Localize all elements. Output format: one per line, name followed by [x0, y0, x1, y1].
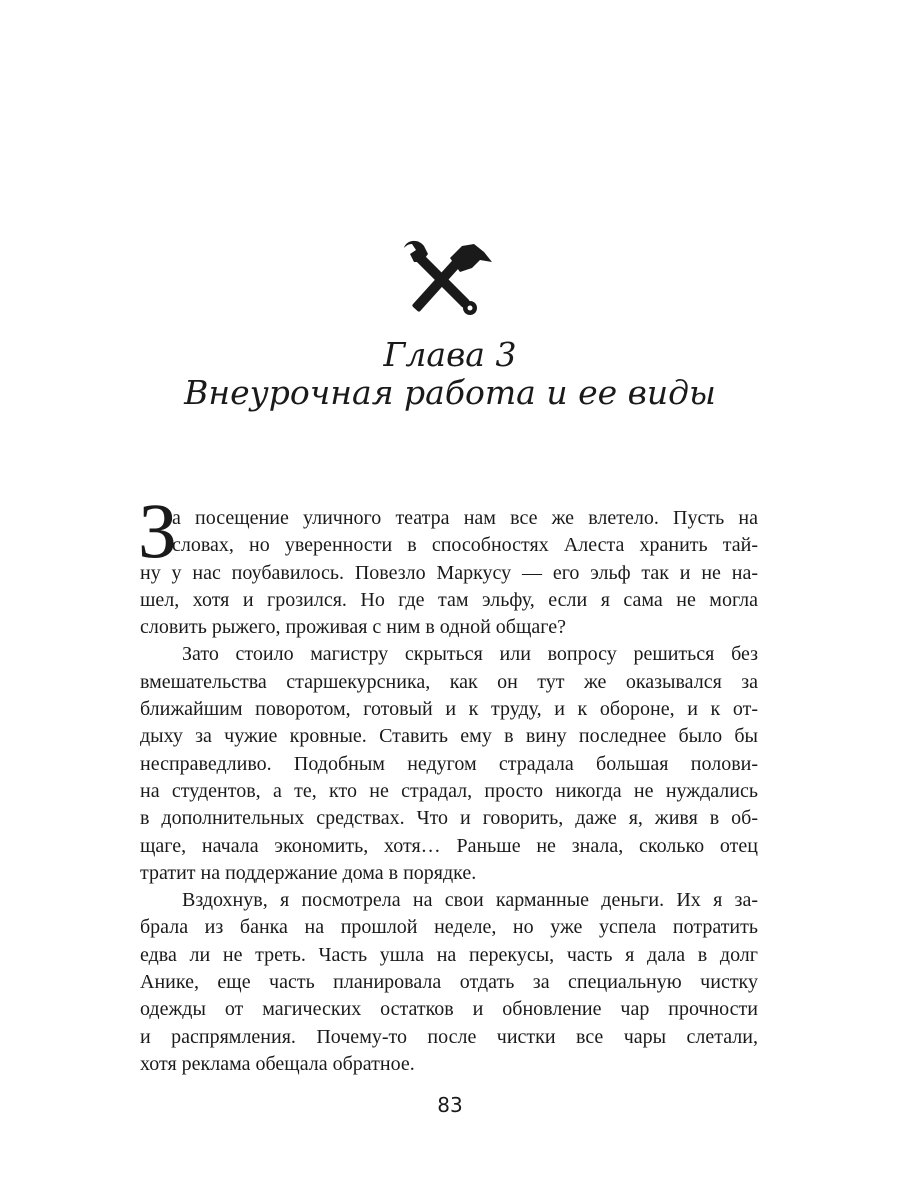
text-line: и распрямления. Почему-то после чистки все чары слетали,	[140, 1025, 758, 1048]
chapter-number: Глава 3	[383, 335, 517, 374]
text-line: словах, но уверенности в способностях Алеста хранить тай-	[172, 534, 758, 557]
text-line: ну у нас поубавилось. Повезло Маркусу — его эльф так и не на-	[140, 561, 758, 584]
text-line: на студентов, а те, кто не страдал, просто никогда не нуждались	[140, 779, 758, 802]
crossed-wrench-hammer-icon	[400, 240, 494, 318]
text-line: едва ли не треть. Часть ушла на перекусы, часть я дала в долг	[140, 943, 758, 966]
text-line: тратит на поддержание дома в порядке.	[140, 861, 477, 884]
text-line: щаге, начала экономить, хотя… Раньше не знала, сколько отец	[140, 834, 758, 857]
text-line: хотя реклама обещала обратное.	[140, 1052, 415, 1075]
text-line: словить рыжего, проживая с ним в одной общаге?	[140, 616, 566, 639]
text-line: вмешательства старшекурсника, как он тут же оказывался за	[140, 670, 758, 693]
page-number: 83	[437, 1093, 463, 1117]
chapter-heading	[0, 336, 900, 412]
text-line: несправедливо. Подобным недугом страдала большая полови-	[140, 752, 758, 775]
text-line: Вздохнув, я посмотрела на свои карманные деньги. Их я за-	[182, 889, 758, 912]
text-line: шел, хотя и грозился. Но где там эльфу, если я сама не могла	[140, 588, 758, 611]
text-line: в дополнительных средствах. Что и говорить, даже я, живя в об-	[140, 807, 758, 830]
body-text	[140, 505, 758, 1078]
text-line: Зато стоило магистру скрыться или вопросу решиться без	[182, 643, 758, 666]
text-line: Анике, еще часть планировала отдать за специальную чистку	[140, 971, 758, 994]
text-line: а посещение уличного театра нам все же влетело. Пусть на	[172, 507, 758, 529]
drop-cap: З	[138, 487, 178, 574]
text-line: ближайшим поворотом, готовый и к труду, и к обороне, и к от-	[140, 698, 758, 721]
text-line: одежды от магических остатков и обновление чар прочности	[140, 998, 758, 1021]
text-line: брала из банка на прошлой неделе, но уже успела потратить	[140, 916, 758, 939]
chapter-title: Внеурочная работа и ее виды	[184, 373, 716, 412]
text-line: дыху за чужие кровные. Ставить ему в вину последнее было бы	[140, 725, 758, 748]
